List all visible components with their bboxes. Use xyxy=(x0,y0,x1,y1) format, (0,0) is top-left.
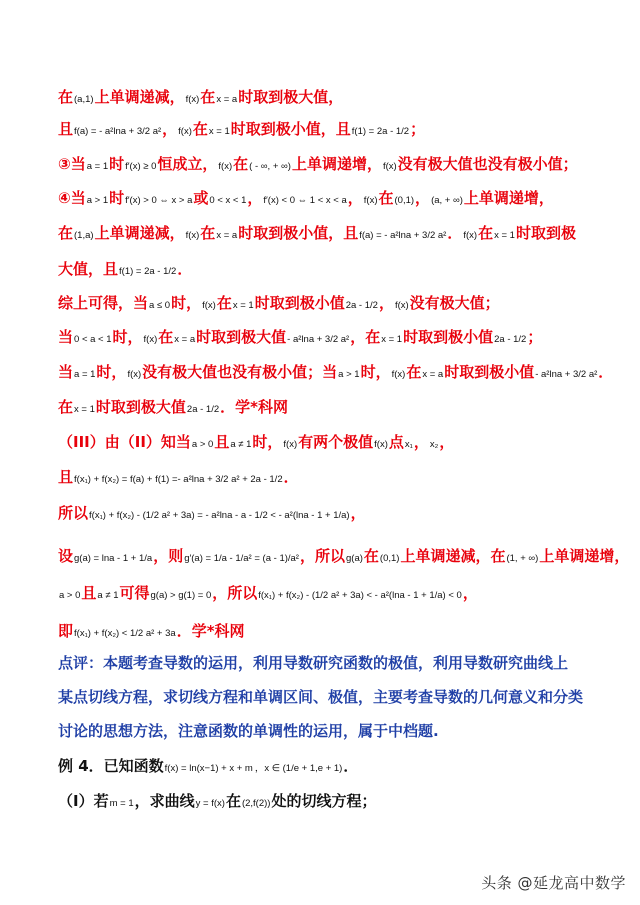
comment-line-1 xyxy=(58,652,568,673)
text-segment: 时， xyxy=(360,363,391,381)
comment-line-3: 讨论的思想方法，注意函数的单调性的运用，属于中档题. xyxy=(58,722,439,740)
text-segment: 上单调递增， xyxy=(291,155,382,173)
example-function: f(x) = ln(x−1) + x + m xyxy=(164,763,253,774)
math-expression: f(x) xyxy=(218,161,233,172)
math-expression: a ≠ 1 xyxy=(230,439,252,450)
text-segment: 且 xyxy=(81,584,97,602)
solution-line-15 xyxy=(58,582,478,603)
solution-line-1 xyxy=(58,86,343,107)
part-1-line xyxy=(58,790,376,811)
math-expression: f′(x) ≥ 0 xyxy=(125,161,157,172)
text-segment: 在 xyxy=(233,155,249,173)
math-expression: x₁ xyxy=(404,439,413,450)
part1-point: (2,f(2)) xyxy=(241,798,271,809)
math-expression: (0,1) xyxy=(379,553,400,564)
text-segment: 设 xyxy=(58,547,74,565)
math-expression: f(x) xyxy=(363,195,378,206)
text-segment: 时取到极小值，且 xyxy=(238,224,359,242)
math-expression: x = a xyxy=(174,334,196,345)
math-expression: x = a xyxy=(422,369,444,380)
text-segment: 在 xyxy=(200,224,216,242)
text-segment: 时取到极小值 xyxy=(254,294,345,312)
math-expression: x = a xyxy=(216,94,238,105)
text-segment: ，在 xyxy=(350,328,381,346)
solution-line-3 xyxy=(58,153,578,174)
math-expression: f′(x) > 0 ⇔ x > a xyxy=(125,195,193,206)
math-expression: f(x) xyxy=(391,369,406,380)
math-expression: f(1) = 2a - 1/2 xyxy=(119,266,177,277)
math-expression: f(x) xyxy=(185,94,200,105)
text-segment: 综上可得，当 xyxy=(58,294,149,312)
part1-curve: y = f(x) xyxy=(195,798,225,809)
text-segment: 在 xyxy=(378,189,394,207)
math-expression: a > 0 xyxy=(191,439,214,450)
math-expression: g(a) xyxy=(346,553,363,564)
solution-line-6 xyxy=(58,258,192,279)
text-segment: 时 xyxy=(109,189,125,207)
math-expression: (1,a) xyxy=(74,230,94,241)
math-expression: 0 < x < 1 xyxy=(209,195,247,206)
math-expression: a ≤ 0 xyxy=(149,300,171,311)
text-segment: 没有极大值； xyxy=(409,294,500,312)
text-segment: 且 xyxy=(214,433,230,451)
text-segment: ， xyxy=(413,433,429,451)
text-segment: ， xyxy=(247,189,263,207)
part1-suffix: 处的切线方程； xyxy=(271,792,377,810)
text-segment: 上单调递增， xyxy=(463,189,554,207)
text-segment: ③当 xyxy=(58,155,86,173)
text-segment: 点 xyxy=(388,433,404,451)
math-expression: f(a) = - a²lna + 3/2 a² xyxy=(359,230,447,241)
math-expression: f(x) xyxy=(382,161,397,172)
text-segment: ， xyxy=(462,584,478,602)
text-segment: 时取到极小值 xyxy=(403,328,494,346)
text-segment: 在 xyxy=(216,294,232,312)
text-segment: 有两个极值 xyxy=(298,433,374,451)
text-segment: 在 xyxy=(478,224,494,242)
part1-prefix: （I）若 xyxy=(58,792,109,810)
text-segment: 在 xyxy=(363,547,379,565)
math-expression: f(x) xyxy=(178,126,192,137)
text-segment: 时， xyxy=(112,328,143,346)
part1-at: 在 xyxy=(225,792,241,810)
text-segment: 上单调递减， xyxy=(94,88,185,106)
example-domain: ，x ∈ (1/e + 1,e + 1) xyxy=(254,763,343,774)
math-expression: g′(a) = 1/a - 1/a² = (a - 1)/a² xyxy=(184,553,299,564)
math-expression: (1, + ∞) xyxy=(506,553,539,564)
solution-line-9 xyxy=(58,361,613,382)
comment-line-2: 某点切线方程，求切线方程和单调区间、极值，主要考查导数的几何意义和分类 xyxy=(58,688,584,706)
text-segment: 即 xyxy=(58,622,74,640)
text-segment: ，所以 xyxy=(212,584,258,602)
text-segment: 在 xyxy=(192,120,208,138)
math-expression: f(x₁) + f(x₂) - (1/2 a² + 3a) < - a²(lna - 1 + 1/a) < 0 xyxy=(258,590,462,601)
math-expression: (0,1) xyxy=(394,195,415,206)
text-segment: 或 xyxy=(193,189,209,207)
math-expression: a > 1 xyxy=(86,195,109,206)
solution-line-7 xyxy=(58,292,500,313)
math-expression: f(x) xyxy=(394,300,409,311)
text-segment: 时， xyxy=(96,363,127,381)
text-segment: ．学*科网 xyxy=(176,622,245,640)
text-segment: 大值，且 xyxy=(58,260,119,278)
math-expression: x = 1 xyxy=(232,300,254,311)
math-expression: a = 1 xyxy=(74,369,96,380)
math-expression: f(x₁) + f(x₂) - (1/2 a² + 3a) = - a²lna - a - 1/2 < - a²(lna - 1 + 1/a) xyxy=(89,510,350,521)
text-segment: ， xyxy=(162,120,178,138)
math-expression: x = 1 xyxy=(381,334,403,345)
text-segment: 恒成立， xyxy=(157,155,218,173)
math-expression: (a, + ∞) xyxy=(431,195,463,206)
text-segment: 上单调递减，在 xyxy=(400,547,506,565)
math-expression: f(x) xyxy=(127,369,142,380)
solution-line-10 xyxy=(58,396,288,417)
math-expression: f(x) xyxy=(463,230,478,241)
text-segment: ， xyxy=(415,189,431,207)
solution-line-5 xyxy=(58,222,576,243)
math-expression: f(x) xyxy=(283,439,298,450)
text-segment: 上单调递增， xyxy=(539,547,630,565)
math-expression: f′(x) < 0 ⇔ 1 < x < a xyxy=(263,195,347,206)
text-segment: 时取到极小值 xyxy=(444,363,535,381)
math-expression: x₂ xyxy=(429,439,439,450)
math-expression: a > 1 xyxy=(338,369,360,380)
text-segment: ．学*科网 xyxy=(220,398,288,416)
solution-line-2 xyxy=(58,118,425,139)
text-segment: 时取到极小值，且 xyxy=(230,120,351,138)
math-expression: x = 1 xyxy=(74,404,95,415)
example-4-line xyxy=(58,755,358,776)
solution-line-4 xyxy=(58,187,554,208)
math-expression: f(1) = 2a - 1/2 xyxy=(351,126,410,137)
text-segment: 时 xyxy=(109,155,125,173)
text-segment: ，则 xyxy=(153,547,184,565)
text-segment: 时， xyxy=(171,294,202,312)
text-segment: 在 xyxy=(406,363,422,381)
comment-label: 点评： xyxy=(58,654,104,672)
text-segment: ， xyxy=(350,504,366,522)
text-segment: 没有极大值也没有极小值；当 xyxy=(142,363,338,381)
solution-line-13 xyxy=(58,502,366,523)
text-segment: ④当 xyxy=(58,189,86,207)
text-segment: ， xyxy=(439,433,455,451)
text-segment: 当 xyxy=(58,328,74,346)
text-segment: 没有极大值也没有极小值； xyxy=(397,155,578,173)
math-expression: 2a - 1/2 xyxy=(494,334,527,345)
math-expression: f(x) xyxy=(143,334,158,345)
math-expression: a = 1 xyxy=(86,161,109,172)
text-segment: ． xyxy=(283,468,299,486)
text-segment: 在 xyxy=(58,88,74,106)
math-expression: ( - ∞, + ∞) xyxy=(249,161,291,172)
text-segment: ， xyxy=(378,294,394,312)
example-end: ． xyxy=(343,757,359,775)
text-segment: 时取到极大值， xyxy=(238,88,344,106)
part1-condition: m = 1 xyxy=(109,798,134,809)
math-expression: x = a xyxy=(216,230,238,241)
text-segment: ； xyxy=(410,120,426,138)
text-segment: ． xyxy=(598,363,614,381)
solution-line-11 xyxy=(58,431,454,452)
text-segment: ， xyxy=(347,189,363,207)
comment-text-1: 本题考查导数的运用，利用导数研究函数的极值，利用导数研究曲线上 xyxy=(103,654,569,672)
math-expression: f(a) = - a²lna + 3/2 a² xyxy=(74,126,162,137)
text-segment: ． xyxy=(177,260,193,278)
math-expression: a > 0 xyxy=(59,590,81,601)
text-segment: 在 xyxy=(158,328,174,346)
math-expression: f(x₁) + f(x₂) < 1/2 a² + 3a xyxy=(74,628,176,639)
solution-line-8 xyxy=(58,326,542,347)
solution-line-12 xyxy=(58,466,299,487)
math-expression: f(x) xyxy=(202,300,216,311)
solution-line-16 xyxy=(58,620,245,641)
text-segment: 所以 xyxy=(58,504,89,522)
text-segment: 在 xyxy=(58,224,74,242)
text-segment: 时， xyxy=(252,433,283,451)
text-segment: 在 xyxy=(58,398,74,416)
math-expression: x = 1 xyxy=(494,230,515,241)
math-expression: (a,1) xyxy=(74,94,94,105)
text-segment: 可得 xyxy=(119,584,150,602)
watermark: 头条 @延龙高中数学 xyxy=(481,874,626,892)
text-segment: 时取到极大值 xyxy=(196,328,287,346)
math-expression: - a²lna + 3/2 a² xyxy=(535,369,598,380)
text-segment: 当 xyxy=(58,363,74,381)
text-segment: 且 xyxy=(58,120,74,138)
text-segment: 且 xyxy=(58,468,74,486)
math-expression: g(a) > g(1) = 0 xyxy=(150,590,212,601)
text-segment: 时取到极大值 xyxy=(95,398,186,416)
math-expression: 2a - 1/2 xyxy=(345,300,378,311)
math-expression: 2a - 1/2 xyxy=(186,404,220,415)
math-expression: a ≠ 1 xyxy=(97,590,119,601)
solution-line-14 xyxy=(58,545,629,566)
text-segment: 时取到极 xyxy=(515,224,576,242)
math-expression: f(x) xyxy=(374,439,388,450)
math-expression: 0 < a < 1 xyxy=(74,334,112,345)
math-expression: f(x) xyxy=(185,230,200,241)
text-segment: ． xyxy=(447,224,463,242)
text-segment: ，所以 xyxy=(299,547,345,565)
math-expression: x = 1 xyxy=(208,126,230,137)
math-expression: - a²lna + 3/2 a² xyxy=(287,334,350,345)
math-expression: g(a) = lna - 1 + 1/a xyxy=(74,553,153,564)
text-segment: （III）由（II）知当 xyxy=(58,433,191,451)
text-segment: ； xyxy=(527,328,543,346)
part1-mid: ，求曲线 xyxy=(134,792,195,810)
math-expression: f(x₁) + f(x₂) = f(a) + f(1) =- a²lna + 3/2 a² + 2a - 1/2 xyxy=(74,474,283,485)
text-segment: 上单调递减， xyxy=(94,224,185,242)
example-title: 例 4．已知函数 xyxy=(58,757,164,775)
text-segment: 在 xyxy=(200,88,216,106)
